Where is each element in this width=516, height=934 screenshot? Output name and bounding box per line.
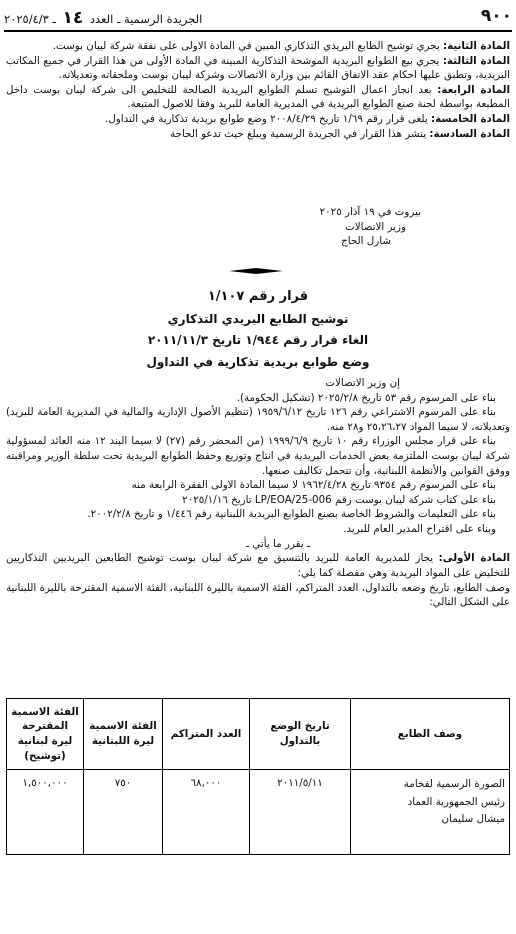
previous-decision-articles — [6, 39, 510, 141]
cell-proposed-value: ١,٥٠٠,٠٠٠ — [7, 770, 84, 855]
header-count: العدد المتراكم — [163, 699, 250, 770]
article-4: المادة الرابعة: بعد انجاز اعمال التوشيح تسلم الطوابع البريدية الصالحة للتخليص الى شركة ليبان بوست داخل المطبعة بواسطة لجنة صنع الطوابع البريدية في المديرية العامة للبريد وفقا للاصول المتبعة. — [6, 83, 510, 111]
intro: إن وزير الاتصالات — [325, 377, 400, 389]
article-1: المادة الأولى: يجاز للمديرية العامة للبريد بالتنسيق مع شركة ليبان بوست توشيح الطابعين البريديين التذكاريين للتخليص على المواد البريدية وهي مفصلة كما يلي: — [6, 552, 510, 579]
table-header-row — [7, 699, 510, 770]
header-rule — [4, 30, 512, 32]
header-face-value: الفئة الاسمية ليرة اللبنانية — [84, 699, 163, 770]
recital-7: وبناء على اقتراح المدير العام للبريد. — [343, 523, 496, 536]
decision-body — [6, 376, 510, 610]
page-number: ٩٠٠ — [480, 6, 512, 26]
issue-date: ـ ٢٠٢٥/٤/٣ — [4, 12, 56, 26]
article-2: المادة الثانية: يجري توشيح الطابع البريدي التذكاري المبين في المادة الاولى على نفقة شركة ليبان بوست. — [52, 40, 510, 52]
cell-face-value: ٧٥٠ — [84, 770, 163, 855]
issue-number: ١٤ — [62, 8, 84, 28]
page-header — [4, 4, 512, 30]
decision-title-block — [80, 288, 436, 371]
header-proposed-value: الفئة الاسمية المقترحة ليرة لبنانية (توشيح) — [7, 699, 84, 770]
recital-5: بناء على كتاب شركة ليبان بوست رقم LP/EOA/25-006 تاريخ ٢٠٢٥/١/١٦ — [182, 493, 496, 506]
cell-description: الصورة الرسمية لفخامة رئيس الجمهورية العماد ميشال سليمان — [351, 770, 510, 855]
recital-4: بناء على المرسوم رقم ٩٣٥٤ تاريخ ١٩٦٢/٤/٢٨ لا سيما المادة الاولى الفقرة الرابعة منه — [131, 479, 496, 492]
gazette-name: الجريدة الرسمية ـ العدد — [89, 12, 203, 26]
decision-title-2: الغاء قرار رقم ١/٩٤٤ تاريخ ٢٠١١/١١/٣ — [147, 333, 369, 348]
table-row — [7, 770, 510, 855]
recital-2: بناء على المرسوم الاشتراعي رقم ١٢٦ تاريخ ١٩٥٩/٦/١٢ (تنظيم الأصول الإدارية والمالية في المديرية العامة للبريد) وتعديلاته، لا سيما المواد ٢٥،٢٦،٢٧ و٢٨ منه. — [6, 406, 510, 433]
recital-1: بناء على المرسوم رقم ٥٣ تاريخ ٢٠٢٥/٢/٨ (تشكيل الحكومة). — [236, 391, 496, 404]
decision-title-1: توشيح الطابع البريدي التذكاري — [167, 312, 349, 327]
cell-date: ٢٠١١/٥/١١ — [250, 770, 351, 855]
stamps-table — [6, 698, 510, 855]
separator-ornament — [229, 268, 283, 274]
issue-info — [4, 6, 202, 30]
signature-name: شارل الحاج — [341, 235, 391, 248]
decision-number: قرار رقم ١/١٠٧ — [207, 289, 309, 304]
recital-6: بناء على التعليمات والشروط الخاصة بصنع الطوابع البريدية اللبنانية رقم ١/٤٤٦ و تاريخ ٢٠٠٢/٢/٨. — [87, 508, 496, 521]
article-5: المادة الخامسة: يلغى قرار رقم ١/٦٩ تاريخ ٢٠٠٨/٤/٢٩ وضع طوابع بريدية تذكارية في التداول. — [105, 113, 510, 126]
article-6: المادة السادسة: ينشر هذا القرار في الجريدة الرسمية ويبلغ حيث تدعو الحاجة — [170, 127, 510, 140]
recital-3: بناء على قرار مجلس الوزراء رقم ١٠ تاريخ ١٩٩٩/٦/٩ (من المحضر رقم (٢٧) لا سيما البند ١٢ منه العائد لمسؤولية شركة ليبان بوست الملتزمة بعض الخدمات البريدية في انتاج وتوزيع وحفظ الطوابع البريدية تحت سلطة الوزير ومراقبته ووفق القوانين والأنظمة اللبنانية، وأن تتحمل تكاليف صنعها. — [6, 435, 510, 477]
cell-count: ٦٨,٠٠٠ — [163, 770, 250, 855]
decision-title-3: وضع طوابع بريدية تذكارية في التداول — [146, 354, 370, 369]
signature-block — [306, 205, 506, 249]
signature-title: وزير الاتصالات — [345, 220, 406, 233]
header-description: وصف الطابع — [351, 699, 510, 770]
article-1-details: وصف الطابع، تاريخ وضعه بالتداول، العدد المتراكم، الفئة الاسمية بالليرة اللبنانية، الفئة الاسمية المقترحة بالليرة اللبنانية على الشكل التالي: — [6, 581, 510, 609]
decides-line: ـ يقرر ما يأتي ـ — [246, 537, 310, 550]
header-date: تاريخ الوضع بالتداول — [250, 699, 351, 770]
signature-place-date: بيروت في ١٩ آذار ٢٠٢٥ — [319, 206, 421, 218]
article-3: المادة الثالثة: يجري بيع الطوابع البريدية الموشحة التذكارية المبينة في المادة الأولى من هذا القرار في جميع المكاتب البريدية، وتطبق عليها احكام عقد الاتفاق القائم بين وزارة الاتصالات وشركة ليبان بوست وملحقاته وتعديلاته. — [6, 54, 510, 82]
